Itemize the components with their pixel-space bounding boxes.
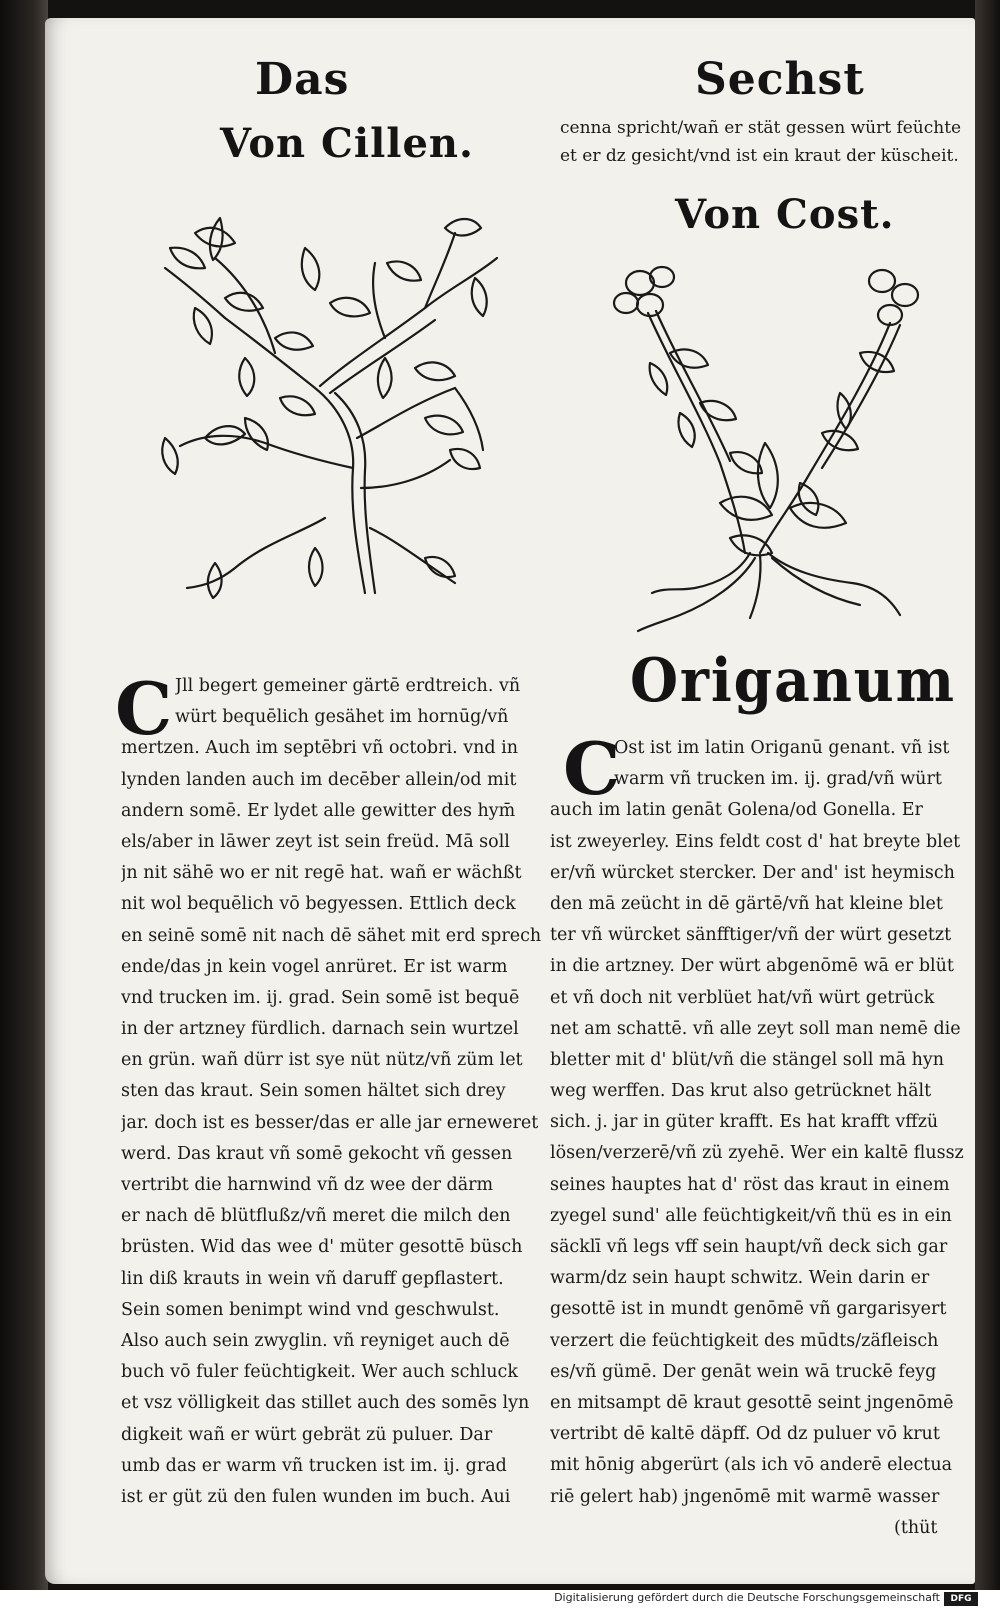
text-line: en mitsampt dē kraut gesottē seint jngenōmē: [550, 1392, 954, 1413]
text-line: buch vō fuler feüchtigkeit. Wer auch schluck: [121, 1362, 518, 1383]
footer-credit: Digitalisierung gefördert durch die Deutsche Forschungsgemeinschaft: [554, 1591, 940, 1604]
text-line: els/aber in lāwer zeyt ist sein freüd. Mā soll: [121, 831, 510, 852]
text-line: vertribt die harnwind vñ dz wee der därm: [121, 1175, 494, 1195]
section-title-cillen: Von Cillen.: [220, 120, 474, 167]
text-line: den mā zeücht in dē gärtē/vñ hat kleine blet: [550, 893, 943, 914]
text-line: umb das er warm vñ trucken ist im. ij. grad: [121, 1455, 507, 1476]
text-line: Sein somen benimpt wind vnd geschwulst.: [121, 1299, 500, 1320]
text-line: andern somē. Er lydet alle gewitter des hym̄: [121, 800, 516, 821]
text-line: lynden landen auch im decēber allein/od mit: [121, 769, 517, 790]
text-line: en seinē somē nit nach dē sähet mit erd sprech: [121, 925, 542, 946]
text-line: auch im latin genāt Golena/od Gonella. Er: [550, 800, 923, 821]
text-line: et vsz völligkeit das stillet auch des somēs lyn: [121, 1393, 530, 1414]
text-line: er nach dē blütflußz/vñ meret die milch den: [121, 1206, 511, 1227]
catchword: (thüt: [894, 1517, 938, 1538]
footer-bar: [0, 1590, 1000, 1609]
text-line: bletter mit d' blüt/vñ die stängel soll mā hyn: [550, 1049, 945, 1070]
text-line: in die artzney. Der würt abgenōmē wā er blüt: [550, 956, 954, 977]
scan-edge-left: [0, 0, 48, 1590]
text-line: ist zweyerley. Eins feldt cost d' hat breyte blet: [550, 831, 961, 852]
drop-cap-right: C: [563, 726, 621, 811]
text-line: lösen/verzerē/vñ zü zyehē. Wer ein kaltē flussz: [550, 1143, 964, 1164]
scan-edge-right: [975, 0, 1000, 1590]
text-line: mertzen. Auch im septēbri vñ octobri. vnd in: [121, 738, 518, 759]
text-line: ter vñ würcket sänfftiger/vñ der würt gesetzt: [550, 925, 952, 946]
text-line: et vñ doch nit verblüet hat/vñ würt getrück: [550, 987, 935, 1008]
text-column-right: [550, 726, 964, 1544]
text-line: warm vñ trucken im. ij. grad/vñ würt: [614, 769, 942, 790]
text-line: verzert die feüchtigkeit des mūdts/zäfleisch: [550, 1330, 939, 1351]
text-line: zyegel sund' alle feüchtigkeit/vñ thü es in ein: [550, 1205, 952, 1226]
drop-cap-left: C: [115, 666, 173, 751]
text-line: würt bequēlich gesähet im hornūg/vñ: [175, 707, 509, 728]
latin-title-origanum: Origanum: [630, 646, 956, 716]
text-line: mit hōnig abgerürt (als ich vō anderē electua: [550, 1455, 953, 1476]
text-line: sten das kraut. Sein somen hältet sich drey: [121, 1081, 506, 1102]
text-line: in der artzney fürdlich. darnach sein wurtzel: [121, 1019, 519, 1040]
text-column-left: [121, 671, 541, 1513]
text-line: Also auch sein zwyglin. vñ reyniget auch dē: [121, 1330, 510, 1351]
text-line: ist er güt zü den fulen wunden im buch. Aui: [121, 1486, 511, 1507]
text-line: et er dz gesicht/vnd ist ein kraut der küscheit.: [560, 146, 959, 166]
text-line: nit wol bequēlich vō begyessen. Ettlich deck: [121, 894, 516, 915]
book-page: [45, 18, 975, 1584]
text-line: vnd trucken im. ij. grad. Sein somē ist bequē: [121, 987, 520, 1008]
text-line: er/vñ würcket stercker. Der and' ist heymisch: [550, 862, 955, 883]
text-line: es/vñ gümē. Der genāt wein wā truckē feyg: [550, 1361, 937, 1382]
woodcut-origanum-illustration: [590, 253, 960, 638]
text-line: weg werffen. Das krut also getrücknet hält: [550, 1081, 932, 1102]
woodcut-cillen-illustration: [125, 188, 505, 608]
text-line: net am schattē. vñ alle zeyt soll man nemē die: [550, 1018, 961, 1039]
text-line: Ost ist im latin Origanū genant. vñ ist: [614, 738, 950, 758]
text-line: digkeit wañ er würt gebrät zü puluer. Dar: [121, 1424, 493, 1445]
text-line: lin diß krauts in wein vñ daruff gepflastert.: [121, 1268, 504, 1289]
text-line: jar. doch ist es besser/das er alle jar erneweret: [121, 1112, 539, 1133]
text-line: ende/das jn kein vogel anrüret. Er ist warm: [121, 956, 508, 977]
text-line: brüsten. Wid das wee d' müter gesottē büsch: [121, 1237, 523, 1258]
running-head-left: Das: [255, 54, 350, 105]
text-line: jn nit sähē wo er nit regē hat. wañ er wächßt: [121, 863, 522, 884]
text-line: Jll begert gemeiner gärtē erdtreich. vñ: [175, 676, 521, 696]
section-title-cost: Von Cost.: [675, 191, 895, 238]
text-line: seines hauptes hat d' röst das kraut in einem: [550, 1174, 950, 1195]
text-line: vertribt dē kaltē däpff. Od dz puluer vō krut: [550, 1424, 940, 1445]
text-line: säcklī vñ legs vff sein haupt/vñ deck sich gar: [550, 1237, 948, 1257]
text-column-top-right: [560, 114, 961, 170]
dfg-logo: DFG: [944, 1592, 978, 1606]
text-line: riē gelert hab) jngenōmē mit warmē wasser: [550, 1486, 940, 1507]
text-line: werd. Das kraut vñ somē gekocht vñ gessen: [121, 1143, 513, 1164]
text-line: gesottē ist in mundt genōmē vñ gargarisyert: [550, 1299, 947, 1320]
running-head-right: Sechst: [695, 54, 865, 105]
text-line: warm/dz sein haupt schwitz. Wein darin er: [550, 1268, 930, 1289]
text-line: sich. j. jar in güter krafft. Es hat krafft vffzü: [550, 1112, 939, 1133]
text-line: en grün. wañ dürr ist sye nüt nütz/vñ züm let: [121, 1050, 523, 1071]
text-line: cenna spricht/wañ er stät gessen würt feüchte: [560, 118, 962, 138]
